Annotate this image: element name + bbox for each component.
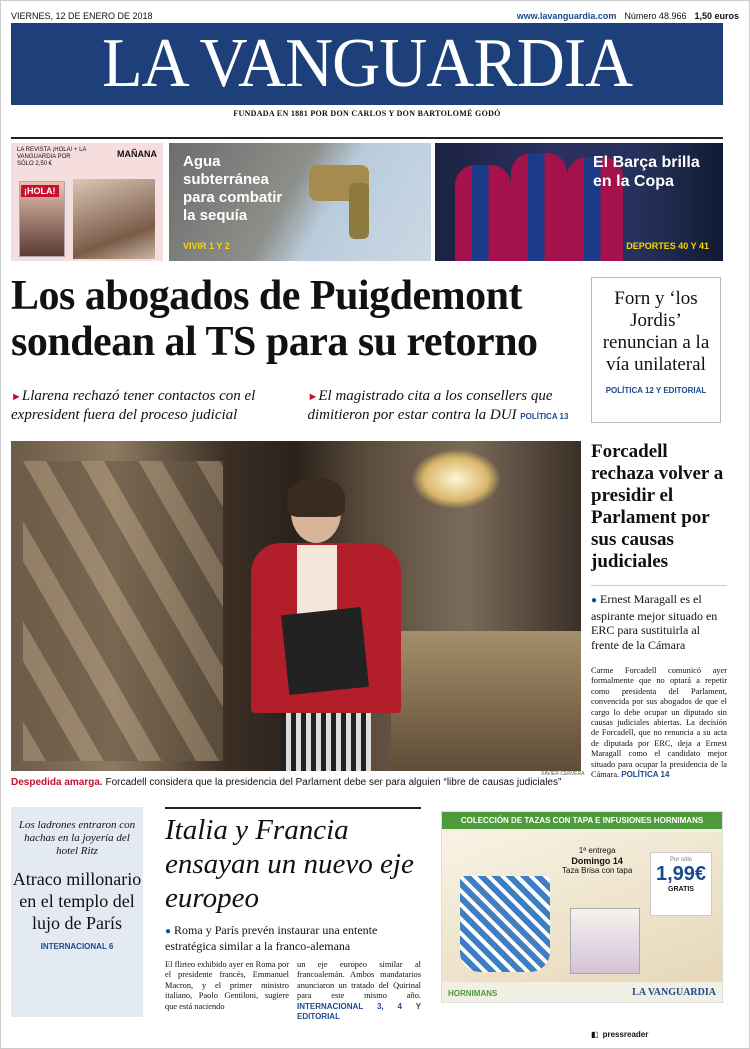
tea-box-image (570, 908, 640, 974)
lead-headline[interactable]: Los abogados de Puigdemont sondean al TS para su retorno (11, 273, 538, 365)
agua-teaser[interactable] (169, 143, 431, 261)
promo-price-box: Por sólo 1,99€ GRATIS (650, 852, 712, 916)
chandelier (411, 449, 501, 509)
promo-ad[interactable] (441, 811, 723, 1003)
photo-credit: XAVIER CERVERA (541, 771, 585, 777)
agua-headline: Agua subterránea para combatir la sequía (183, 153, 283, 224)
photo-subject (251, 481, 401, 771)
ritz-headline: Atraco millonario en el templo del lujo de París (12, 869, 142, 933)
barca-headline: El Barça brilla en la Copa (593, 154, 700, 190)
corridor-floor (391, 631, 581, 771)
forn-section-tag: POLÍTICA 12 Y EDITORIAL (605, 386, 707, 395)
top-bar (11, 9, 739, 23)
hornimans-logo: HORNIMANS (448, 989, 498, 998)
arrow-icon: ► (11, 391, 22, 403)
lead-subheads (11, 387, 586, 426)
promo-price: 1,99€ (655, 863, 707, 885)
promo-banner: COLECCIÓN DE TAZAS CON TAPA E INFUSIONES HORNIMANS (442, 812, 722, 829)
forcadell-lead: ● Ernest Maragall es el aspirante mejor situado en ERC para sustituirla al frente de la Cámara (591, 585, 727, 652)
ritz-kicker: Los ladrones entraron con hachas en la joyería del hotel Ritz (18, 819, 136, 857)
vanguardia-logo-small: LA VANGUARDIA (632, 987, 716, 998)
italia-story (165, 807, 421, 1022)
pressreader-icon: ◧ (591, 1029, 599, 1039)
issue-number: Número 48.966 (624, 11, 687, 21)
barca-section: DEPORTES 40 Y 41 (626, 241, 709, 251)
arrow-icon: ► (307, 391, 319, 403)
hola-logo: ¡HOLA! (21, 185, 59, 197)
player-image (511, 153, 567, 261)
forcadell-body: Carme Forcadell comunicó ayer formalmente que no optará a repetir como presidenta del Parlament, convencida por sus abogados de que el cargo lo debe ocupar un diputado sin causas judiciales abiertas. La decisión de Forcadell, que no renuncia a su acta de diputada por ERC, deja a Ernest Maragall como el candidato mejor situado para ocupar la presidencia de la Cámara. POLÍTICA 14 (591, 666, 727, 780)
agua-section: VIVIR 1 Y 2 (183, 241, 230, 251)
issue-price: 1,50 euros (694, 11, 739, 21)
teaser-row (11, 137, 723, 261)
promo-text: 1ª entrega Domingo 14 Taza Brisa con tapa (562, 846, 633, 875)
masthead-title: LA VANGUARDIA (101, 25, 633, 102)
pressreader-label: pressreader (602, 1029, 649, 1039)
italia-lead: ● Roma y París prevén instaurar una entente estratégica similar a la franco-alemana (165, 923, 378, 953)
caption-text: Forcadell considera que la presidencia del Parlament debe ser para alguien “libre de causas judiciales” (105, 777, 562, 788)
magazine-spread-image (73, 179, 155, 259)
barca-teaser[interactable] (435, 143, 723, 261)
wall-panel (23, 461, 223, 761)
ritz-section-tag: INTERNACIONAL 6 (40, 942, 114, 951)
italia-headline[interactable]: Italia y Francia ensayan un nuevo eje europeo (165, 814, 414, 914)
forn-box[interactable] (591, 277, 721, 423)
promo-gift: GRATIS (668, 886, 694, 893)
issue-date: VIERNES, 12 DE ENERO DE 2018 (11, 11, 153, 21)
lead-section-tag[interactable]: POLÍTICA 13 (520, 412, 569, 421)
bullet-icon: ● (165, 926, 172, 937)
footer (591, 1025, 731, 1043)
main-photo (11, 441, 581, 771)
forn-headline: Forn y ‘los Jordis’ renuncian a la vía unilateral (602, 288, 710, 375)
tap-valve-image (349, 183, 369, 239)
italia-section-tag[interactable]: INTERNACIONAL 3, 4 Y EDITORIAL (297, 1001, 421, 1022)
ritz-box[interactable] (11, 807, 143, 1017)
forcadell-headline[interactable]: Forcadell rechaza volver a presidir el Parlament por sus causas judiciales (591, 441, 724, 572)
lead-story (11, 273, 581, 365)
italia-body (165, 960, 421, 1022)
masthead (11, 23, 723, 105)
website-link[interactable]: www.lavanguardia.com (516, 11, 617, 21)
lead-subhead-1: ►Llarena rechazó tener contactos con el expresident fuera del proceso judicial (11, 388, 256, 423)
photo-caption (11, 777, 583, 789)
hola-teaser[interactable] (11, 143, 163, 261)
italia-col-1: El flirteo exhibido ayer en Roma por el presidente francés, Emmanuel Macron, y el primer ministro italiano, Paolo Gentiloni, sugiere que está naciendo (165, 960, 289, 1011)
hola-teaser-label: LA REVISTA ¡HOLA! + LA VANGUARDIA POR SÓLO 2,50 € (17, 147, 87, 167)
cup-image (460, 876, 550, 972)
forcadell-story (591, 441, 727, 780)
forcadell-section-tag[interactable]: POLÍTICA 14 (621, 770, 670, 780)
lead-subhead-2: ►El magistrado cita a los consellers que dimitieron por estar contra la DUI POLÍTICA 13 (307, 388, 569, 423)
player-image (455, 165, 511, 261)
caption-lead: Despedida amarga. (11, 777, 103, 788)
bullet-icon: ● (591, 595, 598, 606)
italia-col-2: un eje europeo similar al francoalemán. Ambos mandatarios anunciaron un tratado del Quirinal para este mismo año. INTERNACIONAL 3, 4 Y EDITORIAL (297, 960, 421, 1022)
founded-line: FUNDADA EN 1881 POR DON CARLOS Y DON BARTOLOMÉ GODÓ (233, 109, 501, 118)
hola-teaser-day: MAÑANA (117, 149, 157, 159)
